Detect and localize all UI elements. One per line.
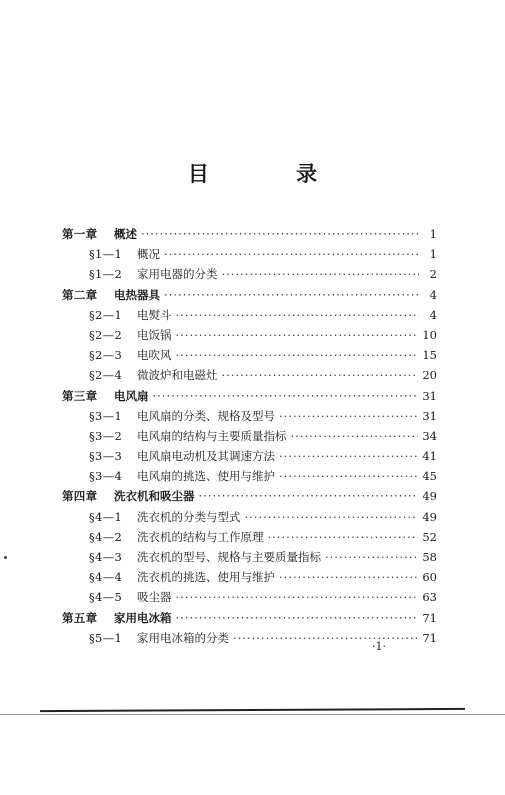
section-title: 微波炉和电磁灶	[137, 368, 218, 383]
toc-section-row	[62, 547, 437, 567]
page-ref: 31	[422, 388, 437, 403]
dot-leader	[176, 345, 419, 365]
scan-speck	[4, 556, 7, 559]
section-number: §4—3	[89, 550, 123, 564]
page-ref: 58	[422, 550, 437, 564]
chapter-title: 电风扇	[114, 388, 149, 403]
page-title: 目 录	[187, 162, 358, 186]
toc-section-row	[62, 345, 437, 365]
page-ref: 1	[429, 227, 437, 241]
section-title: 家用电冰箱的分类	[137, 630, 229, 645]
toc-section-row	[62, 466, 437, 486]
page-ref: 1	[429, 247, 437, 262]
section-number: §3—3	[89, 449, 123, 464]
section-title: 吸尘器	[137, 590, 172, 605]
page-ref: 20	[422, 368, 437, 383]
toc-section-row	[62, 365, 437, 385]
scan-edge-line-faint	[0, 714, 505, 715]
section-number: §4—4	[89, 570, 123, 585]
toc-chapter-row	[62, 285, 437, 305]
toc-section-row	[62, 426, 437, 446]
dot-leader	[141, 224, 419, 244]
dot-leader	[268, 527, 419, 547]
dot-leader	[279, 466, 418, 486]
page-ref: 45	[422, 469, 437, 484]
toc-section-row	[62, 325, 437, 345]
section-title: 电饭锅	[137, 327, 172, 342]
dot-leader	[222, 365, 419, 385]
toc-section-row	[62, 305, 437, 325]
dot-leader	[199, 486, 419, 506]
dot-leader	[325, 547, 418, 567]
toc-section-row	[62, 244, 437, 264]
page-ref: 2	[429, 267, 437, 282]
dot-leader	[176, 325, 419, 345]
chapter-title: 电热器具	[114, 287, 160, 302]
page-number: ·1·	[372, 640, 386, 653]
page-ref: 4	[429, 287, 437, 302]
dot-leader	[279, 406, 418, 426]
page-ref: 60	[422, 570, 437, 585]
section-number: §1—1	[89, 247, 123, 262]
section-number: §4—1	[89, 509, 123, 524]
section-title: 洗衣机的型号、规格与主要质量指标	[137, 550, 321, 564]
page-ref: 63	[422, 590, 437, 605]
section-title: 电熨斗	[137, 307, 172, 322]
section-number: §5—1	[89, 630, 123, 645]
dot-leader	[233, 628, 418, 648]
toc-chapter-row	[62, 486, 437, 506]
section-title: 概况	[137, 247, 160, 262]
page-ref: 49	[422, 509, 437, 524]
dot-leader	[279, 567, 418, 587]
chapter-number: 第四章	[62, 489, 98, 504]
section-title: 电风扇电动机及其调速方法	[137, 449, 275, 464]
chapter-number: 第一章	[62, 227, 98, 241]
scan-edge-line	[40, 708, 465, 712]
page-ref: 10	[422, 327, 437, 342]
section-number: §3—4	[89, 469, 123, 484]
chapter-title: 概述	[114, 227, 137, 241]
dot-leader	[164, 285, 419, 305]
page-ref: 41	[422, 449, 437, 464]
section-title: 电风扇的结构与主要质量指标	[137, 428, 287, 443]
page-ref: 52	[422, 529, 437, 544]
section-number: §2—2	[89, 327, 123, 342]
toc-section-row	[62, 567, 437, 587]
section-title: 家用电器的分类	[137, 267, 218, 282]
toc-chapter-row	[62, 386, 437, 406]
section-title: 电吹风	[137, 348, 172, 363]
section-number: §2—1	[89, 307, 123, 322]
section-number: §3—1	[89, 408, 123, 423]
section-number: §4—2	[89, 529, 123, 544]
chapter-number: 第五章	[62, 610, 98, 625]
table-of-contents	[62, 224, 437, 648]
section-number: §1—2	[89, 267, 123, 282]
toc-chapter-row	[62, 608, 437, 628]
dot-leader	[164, 244, 419, 264]
section-number: §3—2	[89, 428, 123, 443]
toc-section-row	[62, 264, 437, 284]
dot-leader	[279, 446, 418, 466]
page-ref: 31	[422, 408, 437, 423]
page-ref: 71	[422, 630, 437, 645]
chapter-title: 家用电冰箱	[114, 610, 172, 625]
dot-leader	[176, 305, 420, 325]
toc-section-row	[62, 587, 437, 607]
dot-leader	[291, 426, 419, 446]
section-number: §2—3	[89, 348, 123, 363]
toc-section-row	[62, 507, 437, 527]
toc-section-row	[62, 406, 437, 426]
dot-leader	[176, 608, 419, 628]
dot-leader	[153, 386, 419, 406]
toc-chapter-row	[62, 224, 437, 244]
section-title: 洗衣机的分类与型式	[137, 509, 241, 524]
dot-leader	[176, 587, 419, 607]
page-ref: 71	[422, 610, 437, 625]
section-number: §2—4	[89, 368, 123, 383]
dot-leader	[245, 507, 419, 527]
toc-section-row	[62, 527, 437, 547]
section-number: §4—5	[89, 590, 123, 605]
chapter-title: 洗衣机和吸尘器	[114, 489, 195, 504]
chapter-number: 第三章	[62, 388, 98, 403]
toc-section-row	[62, 446, 437, 466]
dot-leader	[222, 264, 420, 284]
page-ref: 34	[422, 428, 437, 443]
page-ref: 15	[422, 348, 437, 363]
section-title: 洗衣机的结构与工作原理	[137, 529, 264, 544]
page-ref: 49	[422, 489, 437, 504]
chapter-number: 第二章	[62, 287, 98, 302]
section-title: 电风扇的分类、规格及型号	[137, 408, 275, 423]
page-ref: 4	[429, 307, 437, 322]
section-title: 洗衣机的挑选、使用与维护	[137, 570, 275, 585]
section-title: 电风扇的挑选、使用与维护	[137, 469, 275, 484]
